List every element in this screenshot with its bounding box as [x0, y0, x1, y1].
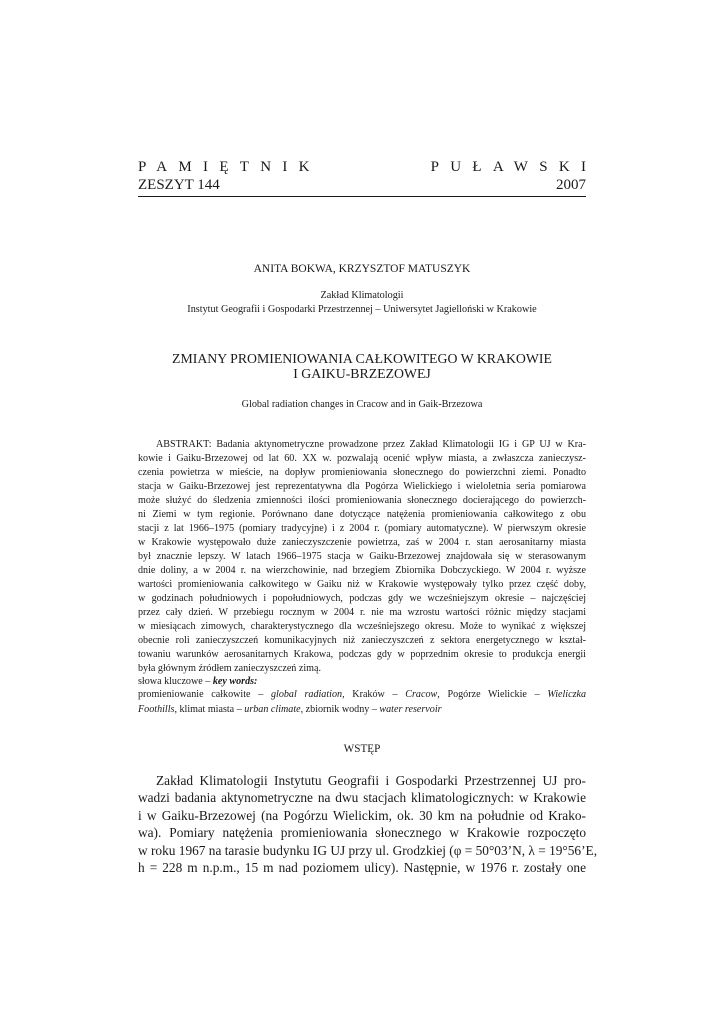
keyword-en: urban climate — [244, 703, 301, 715]
keywords-label — [138, 675, 257, 689]
title-line: I GAIKU-BRZEZOWEJ — [293, 366, 431, 381]
abstract-line: towaniu warunków aerosanitarnych Krakowa, podczas gdy w poprzednim okresie to produkcja energii — [138, 649, 586, 661]
body-line: w roku 1967 na tarasie budynku IG UJ przy ul. Grodzkiej (φ = 50°03’N, λ = 19°56’E, — [138, 842, 598, 858]
keywords-list — [138, 688, 586, 717]
keyword-en: water reservoir — [379, 703, 442, 715]
journal-name-left: PAMIĘTNIK — [138, 159, 321, 175]
keywords-label-pl: słowa kluczowe – — [138, 676, 213, 687]
abstract-line: dnie doliny, a w 2004 r. na wierzchowinie, nad brzegiem Zbiornika Dobczyckiego. W 2004 r. wyższe — [138, 565, 586, 577]
affiliation-line: Instytut Geografii i Gospodarki Przestrzennej – Uniwersytet Jagielloński w Krakowie — [187, 304, 537, 315]
keyword-pl: Pogórze Wielickie — [447, 689, 527, 700]
keyword-pl: klimat miasta — [179, 703, 235, 715]
abstract-line: ni Ziemi w tym regionie. Porównano dane dotyczące natężenia promieniowania całkowitego z obu — [138, 509, 586, 521]
journal-name-row — [138, 158, 598, 176]
abstract-line: może służyć do śledzenia zmienności ilości promieniowania słonecznego docierającego do powierzch- — [138, 495, 586, 507]
body-line: i w Gaiku-Brzezowej (na Pogórzu Wielickim, ok. 30 km na południe od Krako- — [138, 807, 586, 823]
keyword-en: Wieliczka — [547, 689, 587, 700]
body-line: h = 228 m n.p.m., 15 m nad poziomem ulicy). Następnie, w 1976 r. zostały one — [138, 860, 586, 876]
body-text — [138, 772, 598, 876]
abstract-line: był znacznie lepszy. W latach 1966–1975 stacja w Gaiku-Brzezowej znajdowała się w sterasowanym — [138, 551, 586, 563]
abstract-line: w Krakowie występowało duże zanieczyszczenie powietrza, zaś w 2004 r. stan aerosanitarny miasta — [138, 537, 586, 549]
abstract-line: wartości promieniowania całkowitego w Gaiku niż w Krakowie występowały tylko przez część doby, — [138, 579, 586, 591]
abstract — [138, 438, 586, 676]
abstract-line: przez cały dzień. W przebiegu rocznym w 2004 r. nie ma wzrostu wartości różnic między stacjami — [138, 607, 586, 619]
title-line: ZMIANY PROMIENIOWANIA CAŁKOWITEGO W KRAKOWIE — [172, 351, 552, 366]
affiliation — [138, 289, 586, 317]
keyword-pl: zbiornik wodny — [305, 703, 370, 715]
article-title — [138, 351, 586, 381]
abstract-line: obecnie roli zanieczyszczeń komunikacyjnych niż zanieczyszczeń z sektora energetycznego w kształ- — [138, 635, 586, 647]
abstract-line: czenia powietrza w mieście, na dopływ promieniowania słonecznego do powierzchni ziemi. Ponadto — [138, 467, 586, 479]
body-line: wadzi badania aktynometryczne na dwu stacjach klimatologicznych: w Krakowie — [138, 790, 586, 806]
abstract-line: stacja w Gaiku-Brzezowej jest reprezentatywna dla Pogórza Wielickiego i wieloletnia seria pomiarowa — [138, 481, 586, 493]
abstract-line: była głównym źródłem zanieczyszczeń zimą. — [138, 663, 322, 675]
issue-number: ZESZYT 144 — [138, 177, 220, 193]
abstract-line: stacji z lat 1966–1975 (pomiary tradycyjne) i z 2004 r. (pomiary automatyczne). W pierwszym okresie — [138, 523, 586, 535]
keyword-en: Cracow — [405, 689, 438, 700]
issue-year: 2007 — [556, 177, 586, 193]
abstract-line: w miesiącach zimowych, charakterystycznego dla wcześniejszego okresu. Może to wynikać z większej — [138, 621, 586, 633]
keyword-en: Foothills — [138, 703, 175, 715]
keywords-line: Foothills, klimat miasta – urban climate, zbiornik wodny – water reservoir — [138, 703, 442, 715]
journal-name-right: PUŁAWSKI — [430, 159, 598, 175]
issue-row — [138, 176, 586, 194]
keyword-pl: promieniowanie całkowite — [138, 689, 251, 700]
keyword-pl: Kraków — [352, 689, 385, 700]
abstract-line: kowie i Gaiku-Brzezowej od lat 60. XX w. pozwalają ocenić wpływ miasta, a zwłaszcza zanieczysz- — [138, 453, 586, 465]
section-heading: WSTĘP — [343, 743, 381, 755]
abstract-line: w godzinach południowych i popołudniowych, podczas gdy we wcześniejszym okresie – najczęściej — [138, 593, 586, 605]
body-line: wa). Pomiary natężenia promieniowania słonecznego w Krakowie rozpoczęto — [138, 825, 586, 841]
header-rule — [138, 196, 586, 197]
abstract-line: ABSTRAKT: Badania aktynometryczne prowadzone przez Zakład Klimatologii IG i GP UJ w Kra- — [156, 439, 586, 450]
keywords-line: promieniowanie całkowite – global radiation, Kraków – Cracow, Pogórze Wielickie – Wieliczka — [138, 689, 587, 700]
english-title: Global radiation changes in Cracow and in Gaik-Brzezowa — [241, 399, 483, 410]
keywords-label-en: key words: — [212, 676, 258, 687]
body-line: Zakład Klimatologii Instytutu Geografii i Gospodarki Przestrzennej UJ pro- — [156, 773, 586, 788]
affiliation-line: Zakład Klimatologii — [320, 290, 404, 301]
authors: ANITA BOKWA, KRZYSZTOF MATUSZYK — [253, 263, 471, 275]
keyword-en: global radiation — [270, 689, 343, 700]
